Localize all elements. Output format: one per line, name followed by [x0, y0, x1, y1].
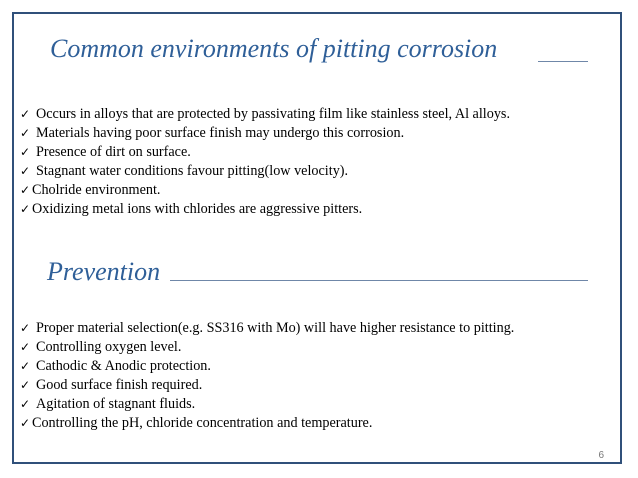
- section1-title: Common environments of pitting corrosion: [50, 34, 498, 63]
- list-item-text: Occurs in alloys that are protected by passivating film like stainless steel, Al alloys.: [36, 106, 510, 122]
- list-item: [20, 395, 514, 414]
- list-item-text: Cholride environment.: [32, 182, 161, 198]
- section2-title: Prevention: [47, 257, 161, 286]
- checkmark-icon: ✓: [20, 340, 31, 354]
- list-item-text: Oxidizing metal ions with chlorides are aggressive pitters.: [32, 201, 363, 217]
- checkmark-icon: ✓: [20, 145, 31, 159]
- list-item-text: Good surface finish required.: [36, 377, 203, 393]
- page-number: 6: [598, 450, 604, 461]
- section1-title-underline: [538, 61, 588, 62]
- checkmark-icon: ✓: [20, 164, 31, 178]
- checkmark-icon: ✓: [20, 359, 31, 373]
- checkmark-icon: ✓: [20, 321, 31, 335]
- list-item: [20, 124, 510, 143]
- list-item: [20, 162, 510, 181]
- list-item: [20, 200, 510, 219]
- list-item-text: Presence of dirt on surface.: [36, 144, 191, 160]
- checkmark-icon: ✓: [20, 183, 31, 197]
- list-item-text: Proper material selection(e.g. SS316 with Mo) will have higher resistance to pitting.: [36, 320, 515, 336]
- list-item: [20, 338, 514, 357]
- section1-bullet-list: [20, 105, 510, 219]
- section2-title-underline: [170, 280, 588, 281]
- list-item-text: Controlling the pH, chloride concentration and temperature.: [32, 415, 373, 431]
- checkmark-icon: ✓: [20, 107, 31, 121]
- list-item: [20, 143, 510, 162]
- list-item: [20, 414, 514, 433]
- checkmark-icon: ✓: [20, 397, 31, 411]
- checkmark-icon: ✓: [20, 416, 31, 430]
- list-item-text: Stagnant water conditions favour pitting(low velocity).: [36, 163, 349, 179]
- list-item: [20, 357, 514, 376]
- list-item: [20, 376, 514, 395]
- list-item: [20, 105, 510, 124]
- list-item-text: Controlling oxygen level.: [36, 339, 182, 355]
- list-item-text: Materials having poor surface finish may undergo this corrosion.: [36, 125, 405, 141]
- section2-bullet-list: [20, 319, 514, 433]
- list-item-text: Agitation of stagnant fluids.: [36, 396, 196, 412]
- list-item-text: Cathodic & Anodic protection.: [36, 358, 211, 374]
- checkmark-icon: ✓: [20, 126, 31, 140]
- list-item: [20, 319, 514, 338]
- checkmark-icon: ✓: [20, 202, 31, 216]
- list-item: [20, 181, 510, 200]
- checkmark-icon: ✓: [20, 378, 31, 392]
